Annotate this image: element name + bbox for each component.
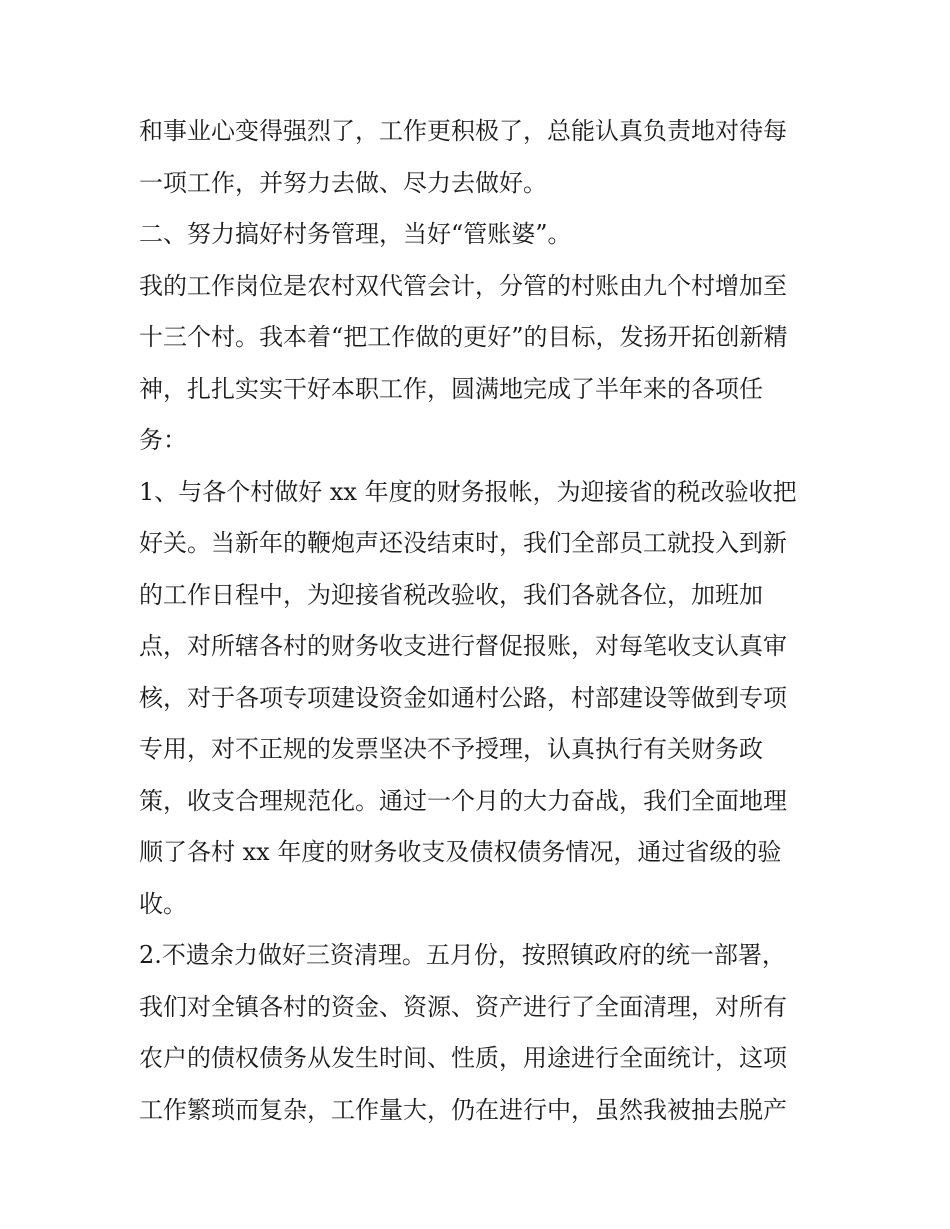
- text-line: 的工作日程中，为迎接省税改验收，我们各就各位，加班加: [139, 580, 763, 609]
- text-line: 工作繁琐而复杂，工作量大，仍在进行中，虽然我被抽去脱产: [139, 1095, 787, 1124]
- list-item-1-start: 1、与各个村做好 xx 年度的财务报帐，为迎接省的税改验收把: [139, 477, 797, 506]
- text-line: 农户的债权债务从发生时间、性质，用途进行全面统计，这项: [139, 1044, 787, 1072]
- text-line: 我们对全镇各村的资金、资源、资产进行了全面清理，对所有: [139, 992, 787, 1021]
- text-line: 我的工作岗位是农村双代管会计，分管的村账由九个村增加至: [139, 271, 787, 300]
- text-line: 顺了各村 xx 年度的财务收支及债权债务情况，通过省级的验: [139, 838, 782, 866]
- text-line: 策，收支合理规范化。通过一个月的大力奋战，我们全面地理: [139, 786, 787, 815]
- list-item-2-start: 2.不遗余力做好三资清理。五月份，按照镇政府的统一部署，: [139, 941, 786, 969]
- section-heading: 二、努力搞好村务管理，当好“管账婆”。: [139, 220, 572, 248]
- text-line: 一项工作，并努力去做、尽力去做好。: [139, 168, 547, 197]
- text-line: 神，扎扎实实干好本职工作，圆满地完成了半年来的各项任: [139, 374, 763, 403]
- text-line: 收。: [139, 889, 187, 918]
- text-line: 专用，对不正规的发票坚决不予授理，认真执行有关财务政: [139, 735, 763, 763]
- text-line: 核，对于各项专项建设资金如通村公路，村部建设等做到专项: [139, 683, 787, 712]
- text-line: 好关。当新年的鞭炮声还没结束时，我们全部员工就投入到新: [139, 529, 787, 557]
- text-line: 点，对所辖各村的财务收支进行督促报账，对每笔收支认真审: [139, 632, 787, 660]
- document-body: [139, 106, 819, 1136]
- text-line: 务：: [139, 426, 187, 454]
- text-line: 十三个村。我本着“把工作做的更好”的目标，发扬开拓创新精: [139, 323, 788, 351]
- text-line: 和事业心变得强烈了，工作更积极了，总能认真负责地对待每: [139, 117, 787, 145]
